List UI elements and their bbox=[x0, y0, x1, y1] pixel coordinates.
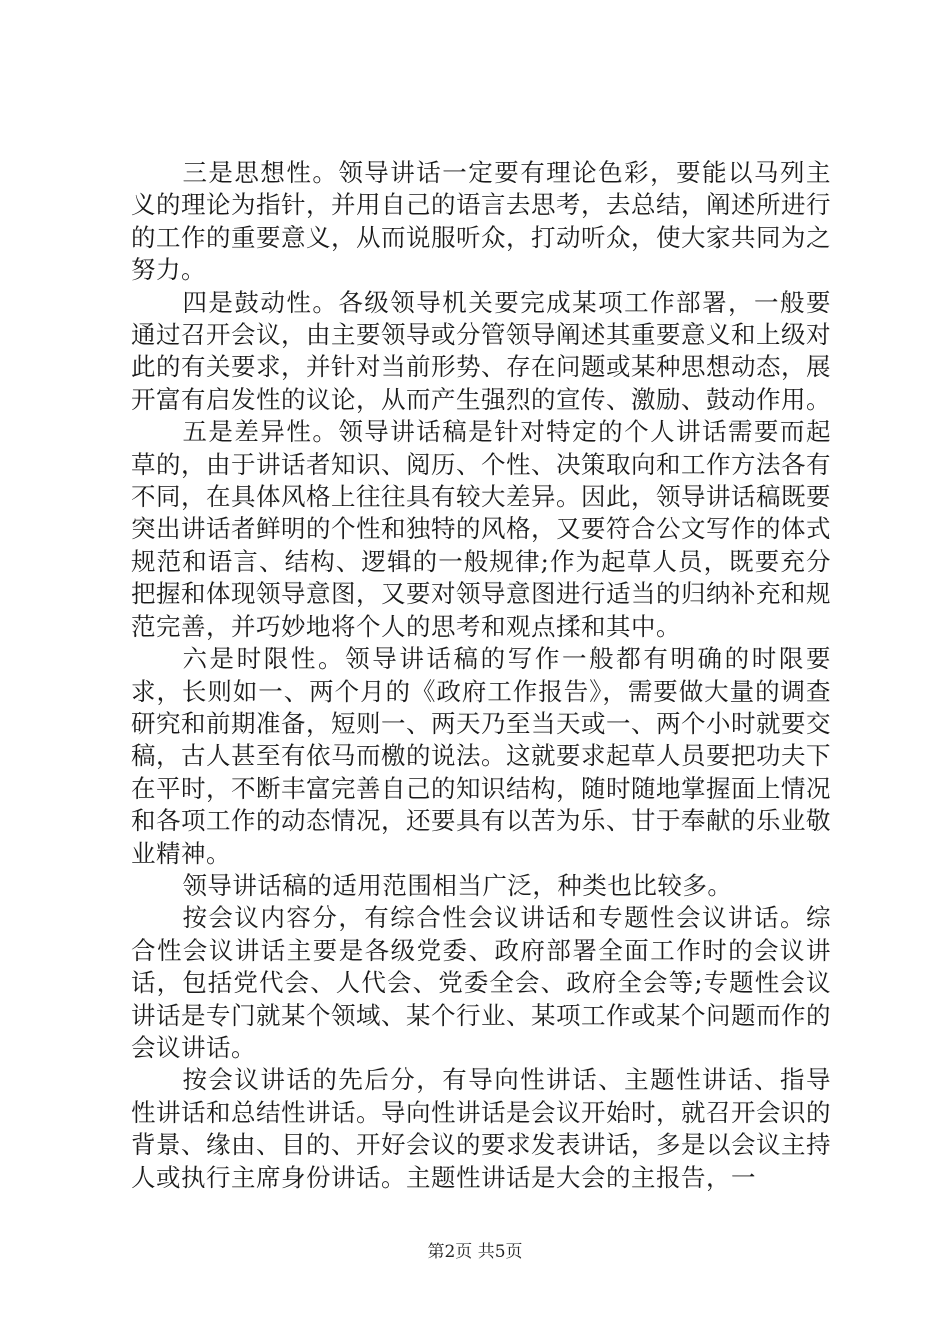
paragraph-by-content: 按会议内容分，有综合性会议讲话和专题性会议讲话。综合性会议讲话主要是各级党委、政府部署全面工作时的会议讲话，包括党代会、人代会、党委全会、政府全会等;专题性会议讲话是专门就某个领域、某个行业、某项工作或某个问题而作的会议讲话。 bbox=[131, 903, 831, 1062]
paragraph-thought: 三是思想性。领导讲话一定要有理论色彩，要能以马列主义的理论为指针，并用自己的语言去思考，去总结，阐述所进行的工作的重要意义，从而说服听众，打动听众，使大家共同为之努力。 bbox=[131, 158, 831, 285]
paragraph-motivation: 四是鼓动性。各级领导机关要完成某项工作部署，一般要通过召开会议，由主要领导或分管领导阐述其重要意义和上级对此的有关要求，并针对当前形势、存在问题或某种思想动态，展开富有启发性的议论，从而产生强烈的宣传、激励、鼓动作用。 bbox=[131, 287, 831, 414]
page-number-footer: 第2页 共5页 bbox=[427, 1242, 523, 1262]
paragraph-time-limit: 六是时限性。领导讲话稿的写作一般都有明确的时限要求，长则如一、两个月的《政府工作报告》，需要做大量的调查研究和前期准备，短则一、两天乃至当天或一、两个小时就要交稿，古人甚至有依马而檄的说法。这就要求起草人员要把功夫下在平时，不断丰富完善自己的知识结构，随时随地掌握面上情况和各项工作的动态情况，还要具有以苦为乐、甘于奉献的乐业敬业精神。 bbox=[131, 644, 831, 868]
paragraph-scope: 领导讲话稿的适用范围相当广泛，种类也比较多。 bbox=[182, 870, 733, 900]
paragraph-by-order: 按会议讲话的先后分，有导向性讲话、主题性讲话、指导性讲话和总结性讲话。导向性讲话是会议开始时，就召开会识的背景、缘由、目的、开好会议的要求发表讲话，多是以会议主持人或执行主席身份讲话。主题性讲话是大会的主报告，一 bbox=[131, 1065, 831, 1192]
document-body bbox=[131, 157, 831, 1194]
paragraph-difference: 五是差异性。领导讲话稿是针对特定的个人讲话需要而起草的，由于讲话者知识、阅历、个性、决策取向和工作方法各有不同，在具体风格上往往具有较大差异。因此，领导讲话稿既要突出讲话者鲜明的个性和独特的风格，又要符合公文写作的体式规范和语言、结构、逻辑的一般规律;作为起草人员，既要充分把握和体现领导意图，又要对领导意图进行适当的归纳补充和规范完善，并巧妙地将个人的思考和观点揉和其中。 bbox=[131, 417, 831, 641]
